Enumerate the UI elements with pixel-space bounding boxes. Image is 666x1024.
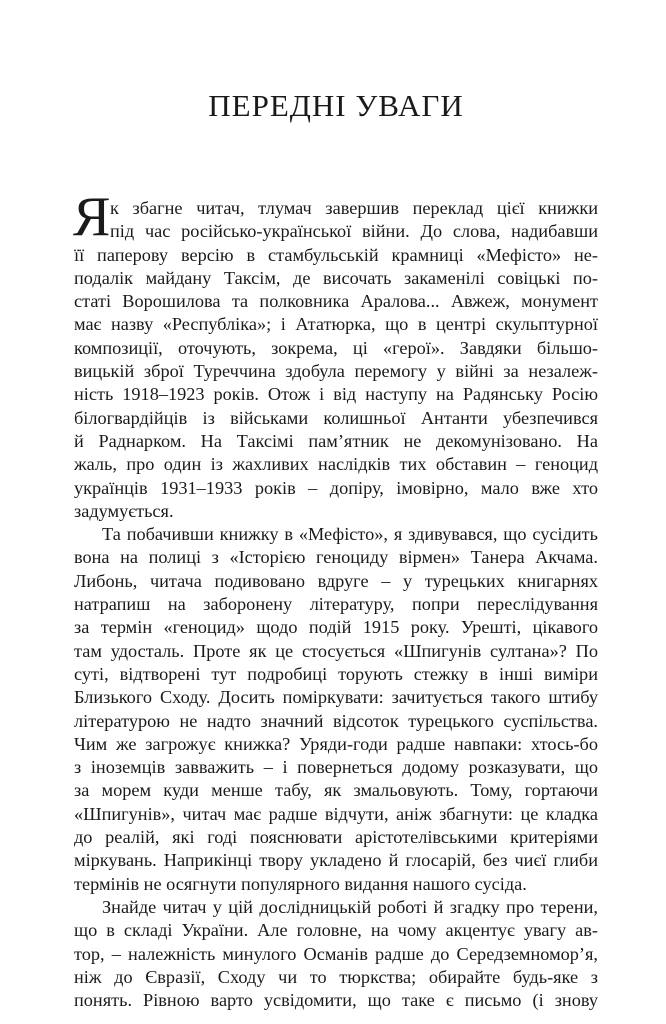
- text-line: к збагне читач, тлумач завершив переклад цієї книжки: [110, 198, 598, 218]
- paragraph-1: [73, 186, 598, 523]
- text-line: натрапиш на заборонену літературу, попри переслідування: [74, 594, 598, 615]
- text-line: Близького Сходу. Досить поміркувати: зачитується такого штибу: [74, 687, 598, 708]
- text-line: має назву «Республіка»; і Ататюрка, що в центрі скульптурної: [74, 314, 598, 335]
- text-line: за морем куди менше табу, як змальовують. Тому, гортаючи: [74, 780, 598, 801]
- text-line: з іноземців завважить – і повернеться додому розказувати, що: [74, 757, 598, 778]
- chapter-title: ПЕРЕДНІ УВАГИ: [208, 88, 464, 123]
- text-line: до реалій, які годі пояснювати арістотелівськими критеріями: [74, 827, 598, 848]
- text-line: тор, – належність минулого Османів радше до Середземномор’я,: [74, 943, 598, 964]
- text-line: українців 1931–1933 років – допіру, імовірно, мало вже хто: [74, 477, 598, 498]
- text-line: Либонь, читача подивовано вдруге – у турецьких книгарнях: [74, 570, 598, 591]
- text-line: вона на полиці з «Історією геноциду вірмен» Танера Акчама.: [74, 547, 598, 568]
- text-line: там удосталь. Проте як це стосується «Шпигунів султана»? По: [74, 640, 598, 661]
- text-line: ність 1918–1923 років. Отож і від наступу на Радянську Росію: [74, 384, 598, 405]
- text-line: суті, відтворені тут подробиці торують стежку в інші виміри: [74, 663, 598, 684]
- text-line: міркувань. Наприкінці твору укладено й глосарій, без чиєї глиби: [74, 850, 598, 871]
- text-line: термінів не осягнути популярного видання нашого сусіда.: [74, 873, 527, 894]
- text-line: жаль, про один із жахливих наслідків тих обставин – геноцид: [74, 454, 598, 475]
- text-line: статі Ворошилова та полковника Аралова... Авжеж, монумент: [74, 291, 598, 312]
- text-line: задумується.: [74, 500, 174, 521]
- text-line: Чим же загрожує книжка? Уряди-годи радше навпаки: хтось-бо: [74, 733, 598, 754]
- paragraph-3: [74, 896, 598, 1012]
- text-line: Та побачивши книжку в «Мефісто», я здивувався, що сусідить: [102, 524, 598, 545]
- text-line: що в складі України. Але головне, на чому акцентує увагу ав-: [74, 920, 598, 941]
- text-line: вицькій зброї Туреччина здобула перемогу у війні за незалеж-: [74, 361, 598, 382]
- text-line: білогвардійців із військами колишньої Антанти убезпечився: [74, 407, 598, 428]
- text-line: «Шпигунів», читач має радше відчути, аніж збагнути: це кладка: [74, 803, 598, 824]
- text-line: Знайде читач у цій дослідницькій роботі й згадку про терени,: [102, 896, 598, 917]
- text-line: під час російсько-української війни. До слова, надибавши: [110, 221, 598, 242]
- text-line: літературою не надто значний відсоток турецького суспільства.: [74, 710, 598, 731]
- paragraph-2: [74, 523, 598, 896]
- text-line: й Раднарком. На Таксімі пам’ятник не декомунізовано. На: [74, 430, 598, 451]
- drop-cap: Я: [73, 186, 111, 248]
- text-line: за термін «геноцид» щодо подій 1915 року. Урешті, цікавого: [74, 617, 598, 638]
- text-line: ніж до Євразії, Сходу чи то тюркства; обирайте будь-яке з: [74, 966, 598, 987]
- text-line: понять. Рівною варто усвідомити, що таке є письмо (і знову: [74, 990, 598, 1011]
- text-line: композиції, оточують, зокрема, ці «герої». Завдяки більшо-: [74, 337, 598, 358]
- body-text: [73, 186, 598, 1012]
- text-line: її паперову версію в стамбульській крамниці «Мефісто» не-: [74, 244, 598, 265]
- text-line: подалік майдану Таксім, де височать закаменілі совіцькі по-: [74, 267, 598, 288]
